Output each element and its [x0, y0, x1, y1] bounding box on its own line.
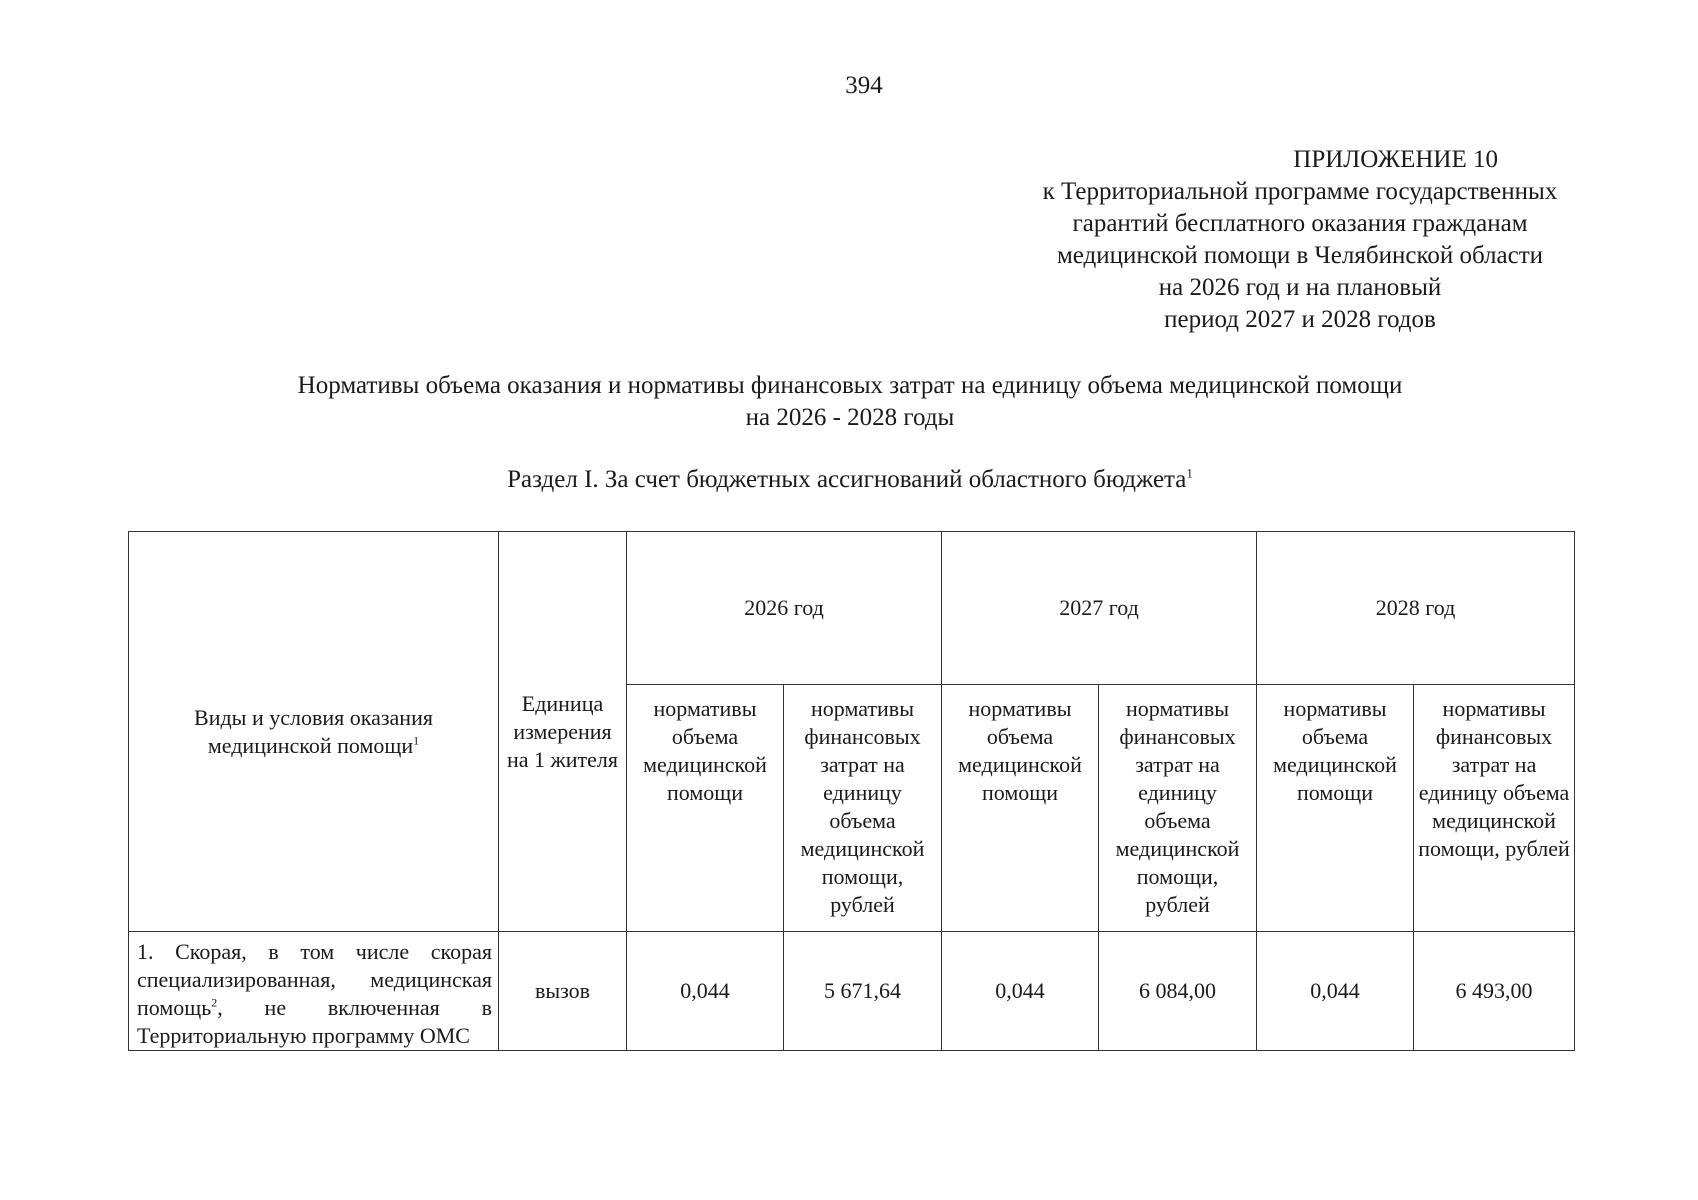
row-kind-text: 1. Скорая, в том числе скорая специализированная, медицинская помощь: [137, 939, 492, 1020]
header-kind-footnote-mark: 1: [413, 733, 420, 748]
section-title-text: Раздел I. За счет бюджетных ассигнований областного бюджета: [507, 466, 1187, 493]
cell-cost-2028: 6 493,00: [1414, 932, 1575, 1051]
appendix-header: [990, 144, 1610, 336]
appendix-line: медицинской помощи в Челябинской области: [1056, 242, 1544, 269]
section-footnote-mark: 1: [1186, 465, 1193, 481]
subheader-cost: нормативы финансовых затрат на единицу объема медицинской помощи, рублей: [1099, 685, 1257, 932]
document-title-line: на 2026 - 2028 годы: [745, 404, 955, 431]
header-year-2027: 2027 год: [942, 532, 1257, 685]
subheader-volume: нормативы объема медицинской помощи: [942, 685, 1099, 932]
document-title: [180, 370, 1520, 434]
row-kind-footnote-mark: 2: [211, 995, 218, 1010]
appendix-title: ПРИЛОЖЕНИЕ 10: [1293, 146, 1498, 173]
cell-cost-2027: 6 084,00: [1099, 932, 1257, 1051]
header-year-2026: 2026 год: [627, 532, 942, 685]
subheader-cost: нормативы финансовых затрат на единицу объема медицинской помощи, рублей: [784, 685, 942, 932]
row-kind-text-end: , не включенная в Территориальную программу ОМС: [137, 995, 492, 1048]
page-number: 394: [845, 72, 883, 99]
cell-cost-2026: 5 671,64: [784, 932, 942, 1051]
header-kind-text: Виды и условия оказания медицинской помощи: [194, 704, 433, 758]
appendix-line: на 2026 год и на плановый: [1158, 274, 1442, 301]
header-unit: Единица измерения на 1 жителя: [499, 532, 627, 932]
document-title-line: Нормативы объема оказания и нормативы финансовых затрат на единицу объема медицинской помощи: [297, 372, 1403, 399]
header-year-2028: 2028 год: [1257, 532, 1575, 685]
table-header-row: [129, 532, 1575, 685]
subheader-volume: нормативы объема медицинской помощи: [627, 685, 784, 932]
appendix-line: к Территориальной программе государственных: [1042, 178, 1558, 205]
appendix-line: гарантий бесплатного оказания гражданам: [1072, 210, 1528, 237]
section-title: [180, 466, 1520, 494]
row-unit: вызов: [499, 932, 627, 1051]
table-row: [129, 932, 1575, 1051]
norms-table: [128, 531, 1575, 1051]
cell-volume-2028: 0,044: [1257, 932, 1414, 1051]
appendix-line: период 2027 и 2028 годов: [1164, 306, 1436, 333]
row-kind: [129, 932, 499, 1051]
subheader-cost: нормативы финансовых затрат на единицу объема медицинской помощи, рублей: [1414, 685, 1575, 932]
cell-volume-2026: 0,044: [627, 932, 784, 1051]
cell-volume-2027: 0,044: [942, 932, 1099, 1051]
header-kind: [129, 532, 499, 932]
subheader-volume: нормативы объема медицинской помощи: [1257, 685, 1414, 932]
